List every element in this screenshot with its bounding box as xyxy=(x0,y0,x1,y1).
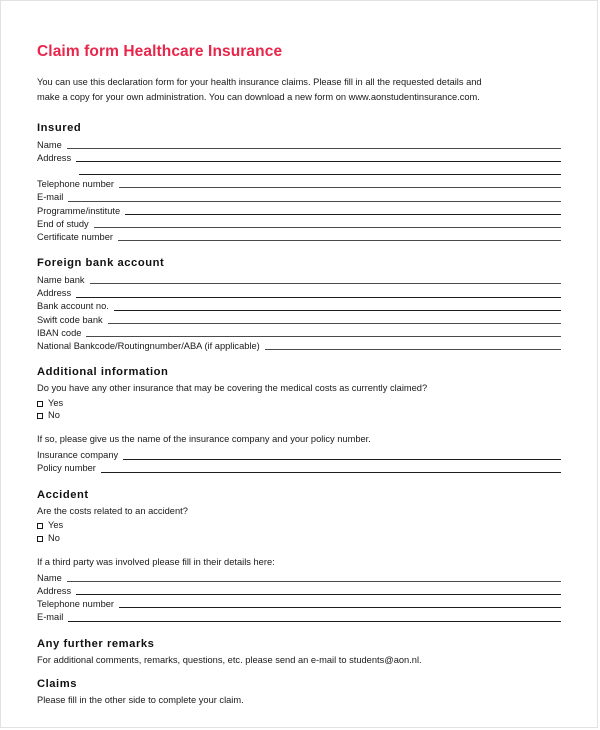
field-row-name-bank[interactable] xyxy=(37,273,561,286)
checkbox-icon[interactable] xyxy=(37,401,43,407)
section-additional-information xyxy=(37,365,561,474)
field-row-third-party-address[interactable] xyxy=(37,584,561,597)
section-heading-accident: Accident xyxy=(37,488,89,501)
field-row-email[interactable] xyxy=(37,190,561,203)
field-row-policy-number[interactable] xyxy=(37,462,561,475)
field-label: Address xyxy=(37,152,72,163)
field-row-name[interactable] xyxy=(37,138,561,151)
field-label: Telephone number xyxy=(37,599,115,610)
field-row-bank-address[interactable] xyxy=(37,286,561,299)
field-label: Name xyxy=(37,572,62,583)
field-rule[interactable] xyxy=(118,240,561,241)
checkbox-row-other-insurance-yes[interactable] xyxy=(37,397,561,410)
field-rule[interactable] xyxy=(119,187,561,188)
field-row-swift-code-bank[interactable] xyxy=(37,313,561,326)
field-label: Certificate number xyxy=(37,231,113,242)
field-row-address-line2[interactable] xyxy=(37,164,561,177)
field-row-end-of-study[interactable] xyxy=(37,217,561,230)
spacer xyxy=(37,545,561,556)
note-third-party-details: If a third party was involved please fill in their details here: xyxy=(37,556,275,567)
checkbox-label: Yes xyxy=(48,397,64,408)
field-rule[interactable] xyxy=(125,214,561,215)
field-row-certificate-number[interactable] xyxy=(37,230,561,243)
section-any-further-remarks xyxy=(37,637,561,668)
field-label: E-mail xyxy=(37,192,64,203)
field-rule[interactable] xyxy=(68,201,561,202)
field-rule[interactable] xyxy=(86,336,561,337)
section-claims xyxy=(37,677,561,708)
checkbox-row-accident-no[interactable] xyxy=(37,532,561,545)
field-label: Address xyxy=(37,288,72,299)
section-accident xyxy=(37,488,561,624)
text-claims: Please fill in the other side to complete your claim. xyxy=(37,694,244,705)
intro-paragraph: You can use this declaration form for your health insurance claims. Please fill in all the requested details and make a copy for your own administration. You can download a new form on www.aonstudentinsurance.com. xyxy=(37,76,482,102)
field-rule[interactable] xyxy=(67,148,561,149)
checkbox-row-other-insurance-no[interactable] xyxy=(37,410,561,423)
checkbox-label: No xyxy=(48,410,60,421)
field-rule[interactable] xyxy=(108,323,561,324)
section-heading-foreign-bank-account: Foreign bank account xyxy=(37,257,165,270)
checkbox-label: Yes xyxy=(48,520,64,531)
field-label: National Bankcode/Routingnumber/ABA (if applicable) xyxy=(37,341,260,352)
field-label: Telephone number xyxy=(37,179,115,190)
checkbox-icon[interactable] xyxy=(37,413,43,419)
field-label: Bank account no. xyxy=(37,301,109,312)
checkbox-label: No xyxy=(48,532,60,543)
field-row-third-party-name[interactable] xyxy=(37,571,561,584)
field-row-insurance-company[interactable] xyxy=(37,448,561,461)
field-rule[interactable] xyxy=(67,581,561,582)
checkbox-icon[interactable] xyxy=(37,536,43,542)
checkbox-row-accident-yes[interactable] xyxy=(37,520,561,533)
question-accident-related: Are the costs related to an accident? xyxy=(37,505,188,516)
field-rule[interactable] xyxy=(265,349,561,350)
field-row-third-party-telephone-number[interactable] xyxy=(37,597,561,610)
field-label: E-mail xyxy=(37,612,64,623)
field-row-address[interactable] xyxy=(37,151,561,164)
field-row-programme-institute[interactable] xyxy=(37,204,561,217)
field-rule[interactable] xyxy=(68,621,561,622)
field-label: Address xyxy=(37,585,72,596)
field-row-bank-account-no[interactable] xyxy=(37,300,561,313)
field-rule[interactable] xyxy=(90,283,561,284)
field-label: IBAN code xyxy=(37,327,82,338)
field-row-iban-code[interactable] xyxy=(37,326,561,339)
field-rule[interactable] xyxy=(79,174,561,175)
field-rule[interactable] xyxy=(123,459,561,460)
spacer xyxy=(37,422,561,433)
field-row-telephone-number[interactable] xyxy=(37,177,561,190)
field-label: Policy number xyxy=(37,463,96,474)
field-row-national-bankcode[interactable] xyxy=(37,339,561,352)
section-insured xyxy=(37,121,561,244)
field-label: Swift code bank xyxy=(37,314,103,325)
section-heading-additional-information: Additional information xyxy=(37,366,169,379)
section-foreign-bank-account xyxy=(37,256,561,352)
field-rule[interactable] xyxy=(76,161,561,162)
section-heading-any-further-remarks: Any further remarks xyxy=(37,637,155,650)
note-insurance-company-policy: If so, please give us the name of the insurance company and your policy number. xyxy=(37,434,371,445)
section-heading-insured: Insured xyxy=(37,121,82,134)
page-title: Claim form Healthcare Insurance xyxy=(37,43,283,60)
field-rule[interactable] xyxy=(114,310,561,311)
field-rule[interactable] xyxy=(76,297,561,298)
text-any-further-remarks: For additional comments, remarks, questions, etc. please send an e-mail to students@aon.nl. xyxy=(37,654,422,665)
section-heading-claims: Claims xyxy=(37,677,77,690)
question-other-insurance: Do you have any other insurance that may be covering the medical costs as currently claimed? xyxy=(37,383,428,394)
field-row-third-party-email[interactable] xyxy=(37,610,561,623)
field-label: Name xyxy=(37,139,62,150)
field-rule[interactable] xyxy=(94,227,561,228)
field-rule[interactable] xyxy=(76,594,561,595)
field-label: Insurance company xyxy=(37,450,119,461)
checkbox-icon[interactable] xyxy=(37,523,43,529)
field-label: Name bank xyxy=(37,275,85,286)
field-label: Programme/institute xyxy=(37,205,121,216)
field-rule[interactable] xyxy=(101,472,561,473)
field-label: End of study xyxy=(37,218,89,229)
field-rule[interactable] xyxy=(119,607,561,608)
